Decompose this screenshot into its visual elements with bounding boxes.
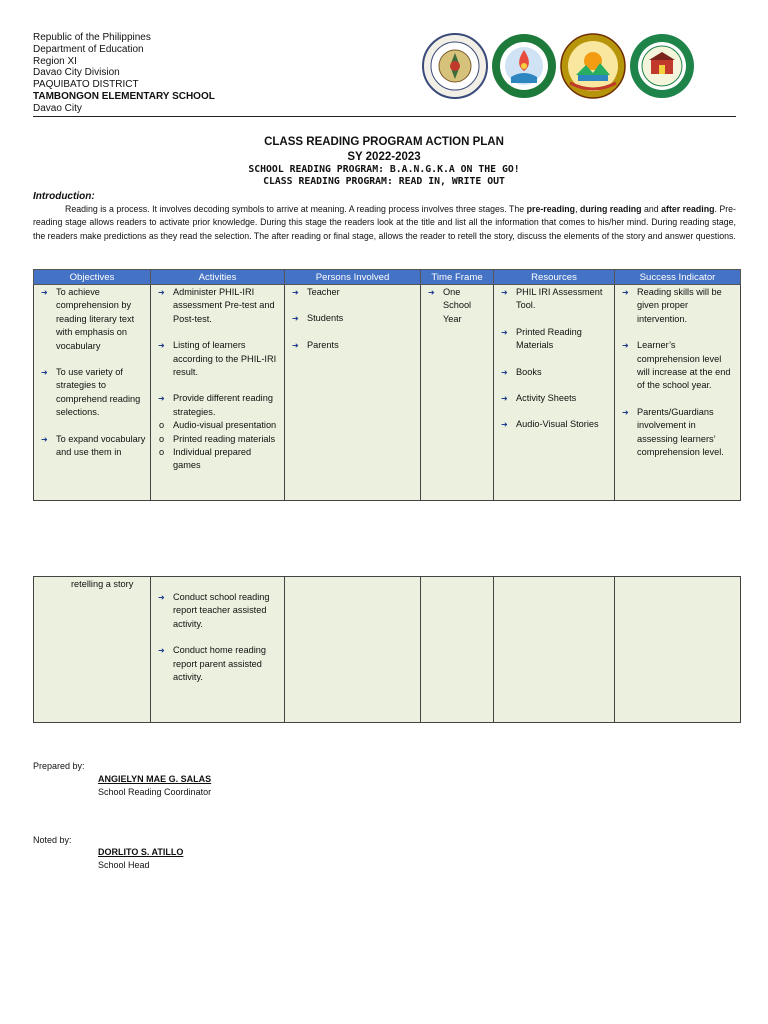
intro-bold-term: during reading: [579, 204, 642, 214]
sub-list-item: o Audio-visual presentation: [155, 419, 280, 432]
list-item: ➜ To achieve comprehension by reading literary text with emphasis on vocabulary: [38, 286, 146, 353]
sub-list-item: o Individual prepared games: [155, 446, 280, 473]
preparer-role: School Reading Coordinator: [98, 787, 212, 797]
list-item: ➜ Conduct home reading report parent assisted activity.: [155, 644, 280, 684]
davao-city-seal-icon: [560, 33, 626, 99]
success-indicator-cell: [615, 577, 741, 723]
table-header-row: [34, 270, 741, 285]
letterhead-line: Republic of the Philippines: [33, 32, 151, 43]
list-item: ➜ Administer PHIL-IRI assessment Pre-test and Post-test.: [155, 286, 280, 326]
list-item: ➜ Learner’s comprehension level will increase at the end of the school year.: [619, 339, 736, 393]
activities-cell: [151, 285, 285, 501]
list-item: ➜ Printed Reading Materials: [498, 326, 610, 353]
title-block: [0, 136, 768, 188]
column-header: Persons Involved: [285, 270, 421, 285]
noter-name: DORLITO S. ATILLO: [98, 847, 184, 857]
school-city: Davao City: [33, 102, 82, 114]
list-item: ➜ To use variety of strategies to comprehend reading selections.: [38, 366, 146, 420]
deped-seal-icon: [422, 33, 488, 99]
seals-row: [422, 33, 695, 99]
letterhead-line: PAQUIBATO DISTRICT: [33, 79, 139, 91]
school-name: TAMBONGON ELEMENTARY SCHOOL: [33, 90, 215, 102]
persons-cell: [285, 577, 421, 723]
objectives-cell: [34, 285, 151, 501]
noter-role: School Head: [98, 860, 150, 870]
preparer-name: ANGIELYN MAE G. SALAS: [98, 774, 212, 784]
introduction-text: [33, 203, 736, 243]
column-header: Success Indicator: [615, 270, 741, 285]
list-item: ➜ Provide different reading strategies.: [155, 392, 280, 419]
class-reading-program: CLASS READING PROGRAM: READ IN, WRITE OUT: [263, 176, 505, 187]
list-item: ➜ Students: [289, 312, 416, 325]
school-seal-icon: [629, 33, 695, 99]
intro-text: ,: [575, 204, 580, 214]
list-item: ➜ One School Year: [425, 286, 489, 326]
intro-text: . Pre-reading stage allows readers to activate prior knowledge. During this stage the readers look at the title and list all the information that comes to his/her mind. During reading stage, the readers make predictions as they read the selection. The after reading or final stage, allows the reader to retell the story, discuss the elements of the story and answer questions.: [33, 204, 736, 241]
column-header: Objectives: [34, 270, 151, 285]
list-item: ➜ Teacher: [289, 286, 416, 299]
action-plan-table: [33, 269, 741, 501]
list-item: ➜ Conduct school reading report teacher assisted activity.: [155, 591, 280, 631]
list-item: ➜ To expand vocabulary and use them in: [38, 433, 146, 460]
success-indicator-cell: [615, 285, 741, 501]
intro-bold-term: pre-reading: [526, 204, 576, 214]
letterhead-line: Department of Education: [33, 43, 144, 55]
persons-cell: [285, 285, 421, 501]
column-header: Resources: [494, 270, 615, 285]
objectives-cell: retelling a story: [34, 577, 151, 723]
action-plan-table-continued: [33, 576, 741, 723]
column-header: Time Frame: [421, 270, 494, 285]
list-item: ➜ Audio-Visual Stories: [498, 418, 610, 431]
noted-by-block: [98, 846, 183, 872]
list-item: ➜ Books: [498, 366, 610, 379]
sub-list-item: o Printed reading materials: [155, 433, 280, 446]
prepared-by-label: Prepared by:: [33, 761, 85, 771]
davao-city-division-seal-icon: [491, 33, 557, 99]
list-item: ➜ Reading skills will be given proper intervention.: [619, 286, 736, 326]
table-row: [34, 285, 741, 501]
time-frame-cell: [421, 577, 494, 723]
intro-text: Reading is a process. It involves decoding symbols to arrive at meaning. A reading process involves three stages. The: [65, 204, 527, 214]
list-item: ➜ PHIL IRI Assessment Tool.: [498, 286, 610, 313]
column-header: Activities: [151, 270, 285, 285]
activities-cell: [151, 577, 285, 723]
letterhead-line: Davao City Division: [33, 67, 120, 79]
list-item: ➜ Listing of learners according to the PHIL-IRI result.: [155, 339, 280, 379]
school-year: SY 2022-2023: [347, 151, 421, 163]
document-title: CLASS READING PROGRAM ACTION PLAN: [264, 136, 504, 148]
resources-cell: [494, 577, 615, 723]
list-item: ➜ Activity Sheets: [498, 392, 610, 405]
time-frame-cell: [421, 285, 494, 501]
list-item: ➜ Parents: [289, 339, 416, 352]
resources-cell: [494, 285, 615, 501]
list-item: ➜ Parents/Guardians involvement in assessing learners’ comprehension level.: [619, 406, 736, 460]
noted-by-label: Noted by:: [33, 835, 72, 845]
introduction-heading: Introduction:: [33, 191, 95, 202]
letterhead-line: Region XI: [33, 55, 77, 67]
school-reading-program: SCHOOL READING PROGRAM: B.A.N.G.K.A ON THE GO!: [248, 164, 520, 175]
header-divider: [33, 116, 736, 117]
intro-text: and: [641, 204, 662, 214]
intro-bold-term: after reading: [661, 204, 715, 214]
table-row: [34, 577, 741, 723]
letterhead: [33, 32, 215, 115]
prepared-by-block: [98, 773, 211, 799]
